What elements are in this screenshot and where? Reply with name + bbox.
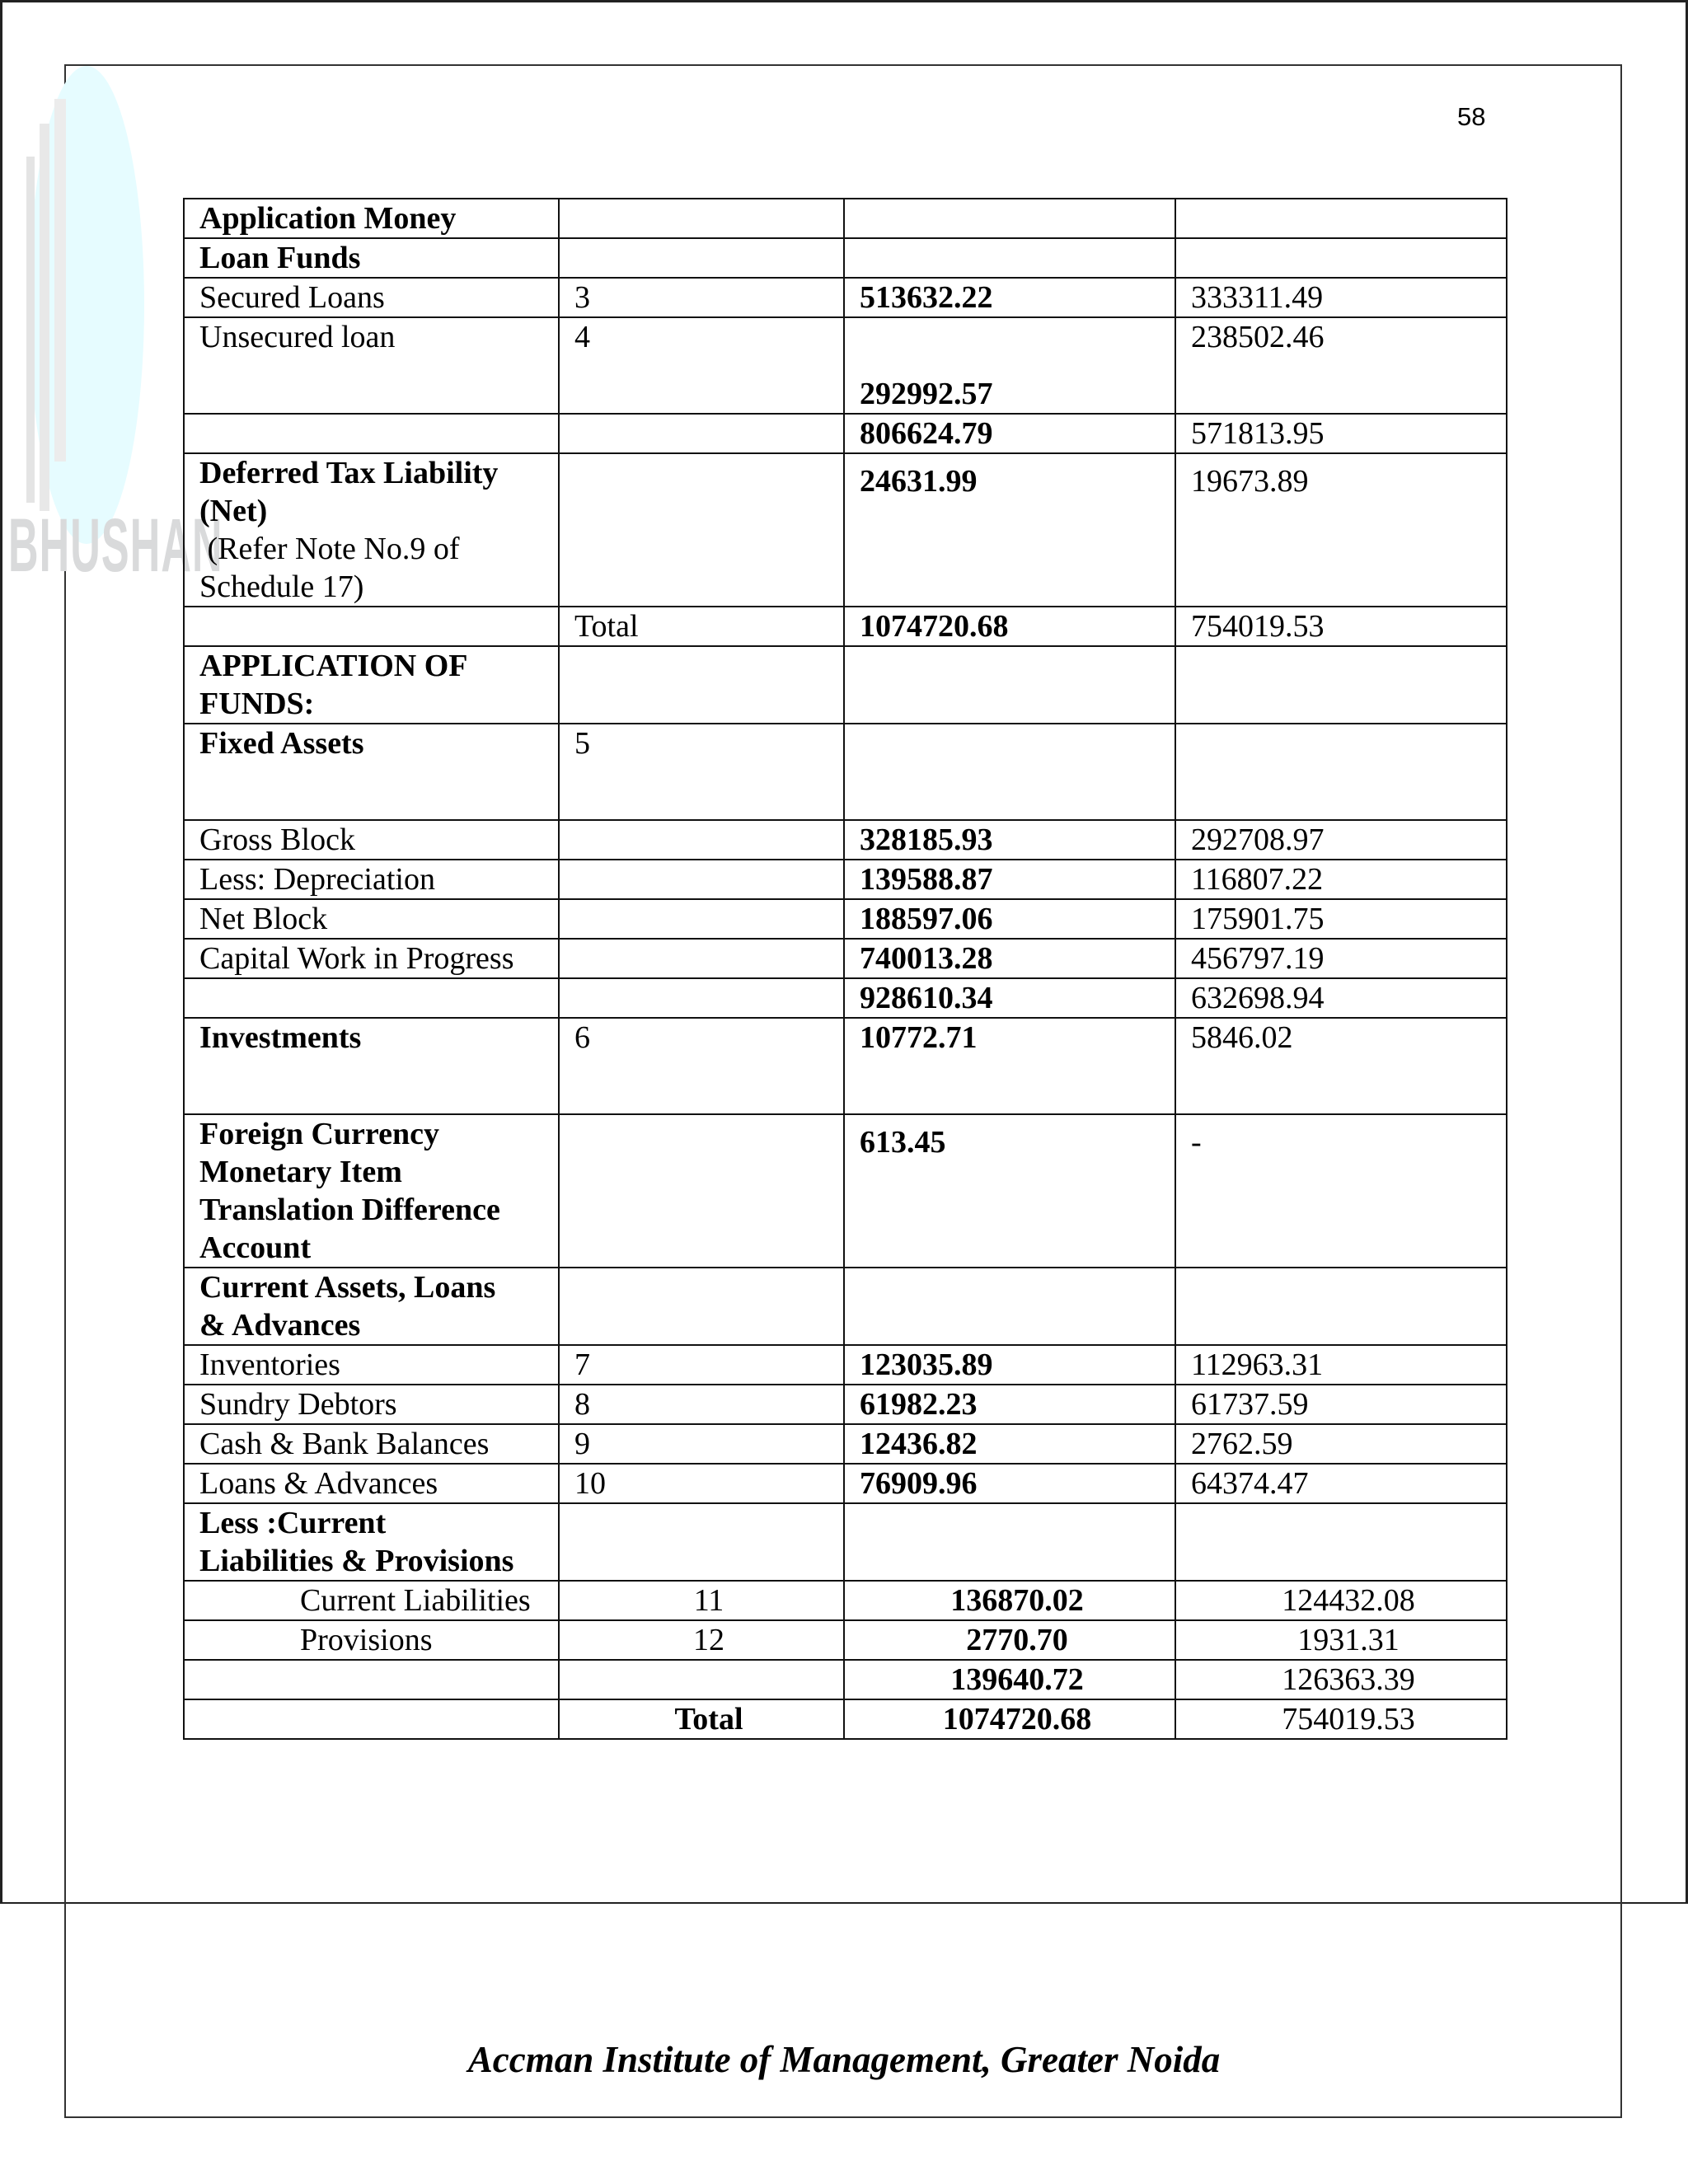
current-year-cell: 123035.89 [844,1345,1175,1385]
table-row [184,820,1507,860]
table-row [184,414,1507,453]
previous-year-cell: 333311.49 [1175,278,1507,317]
row-label: Fixed Assets [184,724,559,820]
current-year-cell: 139588.87 [844,860,1175,899]
current-year-cell: 740013.28 [844,939,1175,978]
previous-year-cell: 19673.89 [1175,453,1507,607]
row-label: Inventories [184,1345,559,1385]
previous-year-cell: 112963.31 [1175,1345,1507,1385]
table-row [184,1345,1507,1385]
label-line: (Refer Note No.9 of [199,532,460,566]
total-label: Total [559,607,844,646]
previous-year-cell: 571813.95 [1175,414,1507,453]
table-row [184,899,1507,939]
current-year-cell: 24631.99 [844,453,1175,607]
current-year-cell: 76909.96 [844,1464,1175,1503]
table-row [184,453,1507,607]
row-label [184,1268,559,1345]
row-label: Net Block [184,899,559,939]
previous-year-cell: 124432.08 [1175,1581,1507,1620]
schedule-cell: 3 [559,278,844,317]
previous-year-cell: 292708.97 [1175,820,1507,860]
table-row [184,1660,1507,1699]
label-line: Less :Current [199,1506,387,1540]
schedule-cell: 9 [559,1424,844,1464]
previous-year-cell: 754019.53 [1175,607,1507,646]
schedule-cell: 7 [559,1345,844,1385]
watermark-text: BHUSHAN [8,504,223,588]
previous-year-cell: 238502.46 [1175,317,1507,414]
current-year-cell: 928610.34 [844,978,1175,1018]
row-label [184,646,559,724]
previous-year-cell: 126363.39 [1175,1660,1507,1699]
row-label: Loan Funds [184,238,559,278]
label-line: & Advances [199,1308,361,1343]
row-label: Provisions [184,1620,559,1660]
label-line: Schedule 17) [199,569,364,604]
table-row [184,199,1507,238]
previous-year-cell: 116807.22 [1175,860,1507,899]
table-row [184,1424,1507,1464]
current-year-cell: 613.45 [844,1114,1175,1268]
label-line: (Net) [199,494,268,528]
previous-year-cell: 632698.94 [1175,978,1507,1018]
table-row [184,1268,1507,1345]
table-row [184,1018,1507,1114]
previous-year-cell: 64374.47 [1175,1464,1507,1503]
table-row [184,238,1507,278]
current-year-cell: 1074720.68 [844,607,1175,646]
row-label: Application Money [184,199,559,238]
row-label: Cash & Bank Balances [184,1424,559,1464]
label-line: APPLICATION OF [199,649,468,683]
outer-border-top [0,0,1688,2]
current-year-cell: 2770.70 [844,1620,1175,1660]
previous-year-cell: 5846.02 [1175,1018,1507,1114]
row-label: Unsecured loan [184,317,559,414]
row-label: Less: Depreciation [184,860,559,899]
table-row [184,317,1507,414]
table-row [184,1464,1507,1503]
current-year-cell: 10772.71 [844,1018,1175,1114]
previous-year-cell: 456797.19 [1175,939,1507,978]
table-row [184,278,1507,317]
previous-year-cell: - [1175,1114,1507,1268]
schedule-cell: 10 [559,1464,844,1503]
schedule-cell: 6 [559,1018,844,1114]
row-label: Current Liabilities [184,1581,559,1620]
table-row [184,978,1507,1018]
table-row [184,1620,1507,1660]
schedule-cell: 12 [559,1620,844,1660]
table-row [184,724,1507,820]
table-row [184,939,1507,978]
row-label: Sundry Debtors [184,1385,559,1424]
row-label: Secured Loans [184,278,559,317]
previous-year-cell: 754019.53 [1175,1699,1507,1739]
table-row [184,860,1507,899]
row-label: Loans & Advances [184,1464,559,1503]
table-row [184,1503,1507,1581]
table-row [184,1114,1507,1268]
label-line: Monetary Item [199,1155,402,1189]
schedule-cell: 8 [559,1385,844,1424]
current-year-cell: 1074720.68 [844,1699,1175,1739]
label-line: Deferred Tax Liability [199,456,499,490]
label-line: FUNDS: [199,687,315,721]
previous-year-cell: 175901.75 [1175,899,1507,939]
page-footer: Accman Institute of Management, Greater Noida [467,2039,1221,2080]
previous-year-cell: 1931.31 [1175,1620,1507,1660]
current-year-cell: 12436.82 [844,1424,1175,1464]
row-label: Capital Work in Progress [184,939,559,978]
row-label: Investments [184,1018,559,1114]
row-label: Gross Block [184,820,559,860]
label-line: Liabilities & Provisions [199,1544,514,1578]
row-label [184,1114,559,1268]
table-row [184,1699,1507,1739]
current-year-cell: 328185.93 [844,820,1175,860]
current-year-cell: 188597.06 [844,899,1175,939]
table-row [184,1581,1507,1620]
label-line: Current Assets, Loans [199,1270,496,1305]
current-year-cell: 513632.22 [844,278,1175,317]
outer-border-left [0,0,2,1904]
table-row [184,607,1507,646]
previous-year-cell: 2762.59 [1175,1424,1507,1464]
page-number: 58 [1457,102,1486,131]
schedule-cell: 5 [559,724,844,820]
current-year-cell: 139640.72 [844,1660,1175,1699]
current-year-cell: 292992.57 [844,317,1175,414]
row-label [184,453,559,607]
total-label: Total [559,1699,844,1739]
previous-year-cell: 61737.59 [1175,1385,1507,1424]
table-row [184,1385,1507,1424]
table-row [184,646,1507,724]
label-line: Translation Difference [199,1193,500,1227]
current-year-cell: 806624.79 [844,414,1175,453]
balance-sheet-table [183,198,1507,1740]
row-label [184,1503,559,1581]
schedule-cell: 11 [559,1581,844,1620]
label-line: Foreign Currency [199,1117,439,1151]
current-year-cell: 136870.02 [844,1581,1175,1620]
schedule-cell: 4 [559,317,844,414]
current-year-cell: 61982.23 [844,1385,1175,1424]
label-line: Account [199,1230,312,1265]
